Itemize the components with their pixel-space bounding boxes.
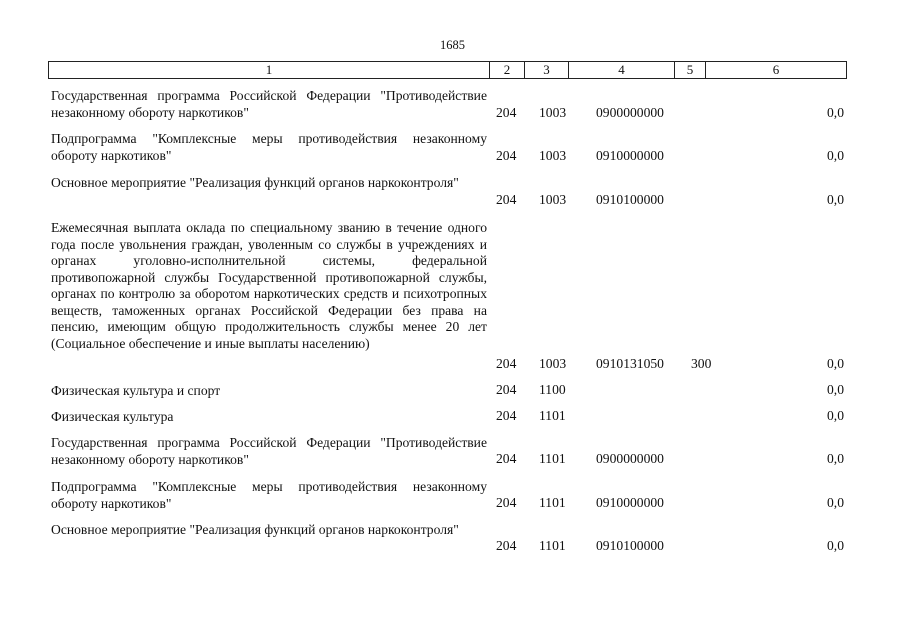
row-col2: 204 — [496, 105, 517, 120]
column-header-2: 2 — [490, 62, 525, 79]
column-header-4: 4 — [569, 62, 675, 79]
row-col6: 0,0 — [827, 495, 844, 510]
row-col3: 1100 — [539, 382, 566, 397]
row-col6: 0,0 — [827, 408, 844, 423]
row-col3: 1003 — [539, 148, 567, 163]
row-col4: 0910100000 — [596, 192, 664, 207]
row-col6: 0,0 — [827, 356, 844, 371]
row-col3: 1101 — [539, 408, 566, 423]
row-col3: 1003 — [539, 356, 567, 371]
column-header-1: 1 — [49, 62, 490, 79]
row-col4: 0910131050 — [596, 356, 664, 371]
row-col5: 300 — [691, 356, 712, 371]
row-col4: 0900000000 — [596, 451, 664, 466]
row-col2: 204 — [496, 451, 517, 466]
row-description: Государственная программа Российской Федерации "Противодействие незаконному обороту наркотиков" — [51, 435, 487, 467]
column-header-6: 6 — [706, 62, 847, 79]
row-col4: 0910000000 — [596, 495, 664, 510]
row-col4: 0900000000 — [596, 105, 664, 120]
row-col4: 0910100000 — [596, 538, 664, 553]
row-description: Основное мероприятие "Реализация функций органов наркоконтроля" — [51, 175, 459, 190]
row-col3: 1101 — [539, 538, 566, 553]
row-col2: 204 — [496, 382, 517, 397]
row-col2: 204 — [496, 192, 517, 207]
row-col2: 204 — [496, 538, 517, 553]
row-col3: 1101 — [539, 451, 566, 466]
row-description: Физическая культура и спорт — [51, 383, 221, 398]
row-col6: 0,0 — [827, 148, 844, 163]
row-col6: 0,0 — [827, 538, 844, 553]
row-description: Основное мероприятие "Реализация функций органов наркоконтроля" — [51, 522, 459, 537]
row-col2: 204 — [496, 356, 517, 371]
row-description: Ежемесячная выплата оклада по специальному званию в течение одного года после увольнения граждан, уволенным со службы в учреждениях и органах уголовно-исполнительной системы, федеральной противопожарной службы Государственной противопожарной службы, органах по контролю за оборотом наркотических средств и психотропных веществ, таможенных органах Российской Федерации без права на пенсию, имеющим общую продолжительность службы менее 20 лет (Социальное обеспечение и иные выплаты населению) — [51, 220, 487, 351]
column-header-5: 5 — [675, 62, 706, 79]
row-col3: 1003 — [539, 192, 567, 207]
row-col4: 0910000000 — [596, 148, 664, 163]
page-number: 1685 — [440, 38, 465, 52]
row-col3: 1101 — [539, 495, 566, 510]
row-col2: 204 — [496, 495, 517, 510]
column-header-3: 3 — [525, 62, 569, 79]
row-col6: 0,0 — [827, 105, 844, 120]
row-description: Подпрограмма "Комплексные меры противодействия незаконному обороту наркотиков" — [51, 479, 487, 511]
row-description: Физическая культура — [51, 409, 174, 424]
row-col6: 0,0 — [827, 451, 844, 466]
row-col2: 204 — [496, 408, 517, 423]
row-col6: 0,0 — [827, 382, 844, 397]
row-col2: 204 — [496, 148, 517, 163]
row-description: Подпрограмма "Комплексные меры противодействия незаконному обороту наркотиков" — [51, 131, 487, 163]
row-col3: 1003 — [539, 105, 567, 120]
row-description: Государственная программа Российской Федерации "Противодействие незаконному обороту наркотиков" — [51, 88, 487, 120]
row-col6: 0,0 — [827, 192, 844, 207]
